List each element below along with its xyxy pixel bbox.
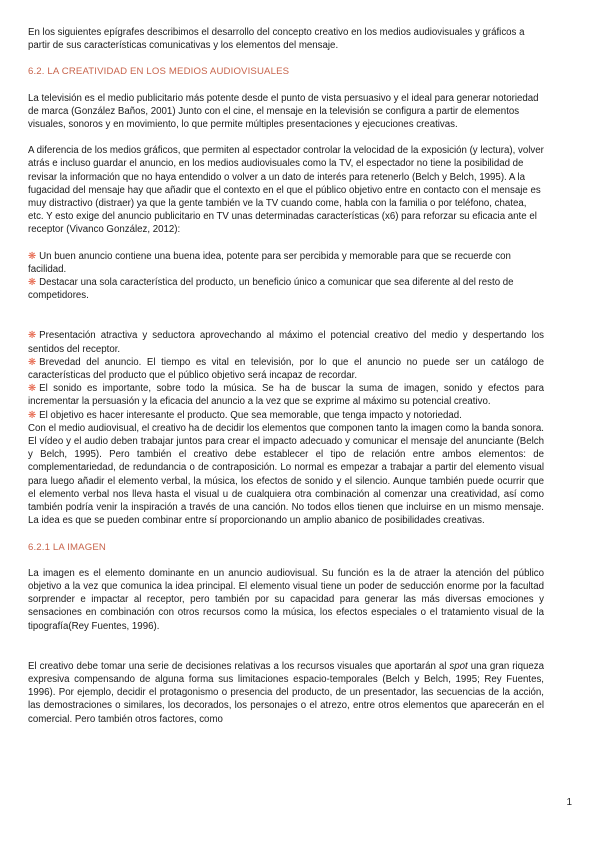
paragraph-television: La televisión es el medio publicitario más potente desde el punto de vista persuasivo y el ideal para generar notoriedad de marca (González Baños, 2001) Junto con el cine, el mensaje en la televisión se configura a partir de elementos visuales, sonoros y en movimiento, lo que permite múltiples presentaciones y ejecuciones creativas. — [28, 92, 539, 131]
paragraph-text-end: una gran riqueza expresiva compensando de alguna forma sus limitaciones espacio-temporales (Belch y Belch, 1995; Rey Fuentes, 1996). Por ejemplo, decidir el protagonismo o presencia del producto, de un presentador, las secuencias de la acción, las demostraciones o similares, los decorados, los personajes o el atrezo, entre otros elementos que aparecerán en el comercial. Pero también otros factores, como — [28, 660, 544, 725]
bullet-text: Brevedad del anuncio. El tiempo es vital en televisión, por lo que el anuncio no puede ser un catálogo de características del producto que el público objetivo será incapaz de recordar. — [28, 356, 544, 382]
paragraph-recursos-visuales — [28, 660, 544, 726]
bullet-text: Un buen anuncio contiene una buena idea, potente para ser percibida y memorable para que se recuerde con facilidad. — [28, 250, 511, 275]
bullet-text: Destacar una sola característica del producto, un beneficio único a comunicar que sea diferente al del resto de competidores. — [28, 277, 514, 302]
spot-term: spot — [449, 660, 468, 672]
bullet-text: El objetivo es hacer interesante el producto. Que sea memorable, que tenga impacto y notoriedad. — [39, 409, 462, 421]
bullet-text: Presentación atractiva y seductora aprovechando al máximo el potencial creativo del medio y despertando los sentidos del receptor. — [28, 330, 544, 355]
bullet-item — [28, 329, 544, 355]
bullet-icon: ❋ — [28, 356, 37, 368]
bullet-icon: ❋ — [28, 330, 37, 342]
section-heading: 6.2. LA CREATIVIDAD EN LOS MEDIOS AUDIOVISUALES — [28, 66, 290, 78]
page-number: 1 — [566, 797, 572, 808]
bullet-item — [28, 250, 544, 276]
bullet-item — [28, 382, 544, 408]
paragraph-imagen: La imagen es el elemento dominante en un anuncio audiovisual. Su función es la de atraer la atención del público objetivo a la vez que comunica la idea principal. El elemento visual tiene un poder de seducción enorme por la facultad sorprender e impactar al receptor, pero también por su capacidad para generar las más diversas emociones y sensaciones en combinación con otros recursos como la música, los efectos especiales o el tratamiento visual de la tipografía(Rey Fuentes, 1996). — [28, 567, 544, 632]
bullet-text: El sonido es importante, sobre todo la música. Se ha de buscar la suma de imagen, sonido y efectos para incrementar la persuasión y la eficacia del anuncio a la vez que se exprime al máximo su potencial creativo. — [28, 383, 544, 408]
bullet-icon: ❋ — [28, 277, 37, 289]
paragraph-text-start: El creativo debe tomar una serie de decisiones relativas a los recursos visuales que aportarán al — [28, 660, 450, 672]
bullet-icon: ❋ — [28, 409, 37, 421]
bullet-item — [28, 276, 544, 302]
bullet-icon: ❋ — [28, 250, 37, 262]
bullet-item — [28, 409, 544, 422]
paragraph-medios-graficos: A diferencia de los medios gráficos, que permiten al espectador controlar la velocidad de la exposición (y lectura), volver atrás e incluso guardar el anuncio, en los medios audiovisuales como la TV, el espectador no tiene la posibilidad de revisar la información que no haya entendido o volver a un dato de interés para retenerlo (Belch y Belch, 1995). A la fugacidad del mensaje hay que añadir que el contexto en el que el público objetivo entre en contacto con el mensaje es muy distractivo (distraer) ya que la gente también ve la TV cuando come, habla con la familia o por teléfono, chatea, etc. Y esto exige del anuncio publicitario en TV unas determinadas características (x6) para reforzar su eficacia ante el receptor (Vivanco González, 2012): — [28, 145, 544, 236]
subsection-heading: 6.2.1 LA IMAGEN — [28, 541, 106, 553]
bullet-icon: ❋ — [28, 383, 37, 395]
bullet-item — [28, 356, 544, 382]
intro-paragraph: En los siguientes epígrafes describimos el desarrollo del concepto creativo en los medios audiovisuales y gráficos a partir de sus características comunicativas y los elementos del mensaje. — [28, 27, 525, 52]
document-page — [28, 26, 544, 726]
paragraph-medio-audiovisual: Con el medio audiovisual, el creativo ha de decidir los elementos que componen tanto la imagen como la banda sonora. El vídeo y el audio deben trabajar juntos para crear el impacto adecuado y comunicar el mensaje del anunciante (Belch y Belch, 1995). Pero también el creativo debe establecer el tipo de relación entre ambos elementos: de complementariedad, de redundancia o de contraposición. Lo normal es empezar a trabajar a partir del elemento visual para luego añadir el elemento verbal, la música, los efectos de sonido y el silencio. Aunque también puede ocurrir que el elemento verbal nos lleva hasta el visual u de cualquiera otra combinación al comenzar una creatividad, así como también podría venir la inspiración a través de una canción. No todos ellos tienen que incluirse en un mismo mensaje. La idea es que se pueden combinar entre sí proporcionando un amplio abanico de posibilidades creativas. — [28, 422, 544, 527]
